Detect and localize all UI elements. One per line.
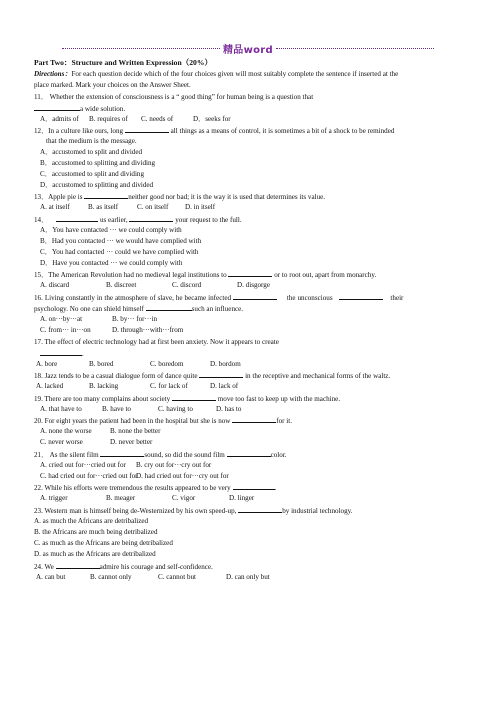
q21-stem-b: sound, so did the sound film <box>144 451 225 459</box>
option: C. needs of <box>141 115 174 123</box>
option: C. cannot but <box>158 573 197 581</box>
section-title: Part Two：Structure and Written Expression（20%） <box>34 58 213 67</box>
q12-stem-b: all things as a means of control, it is sometimes a bit of a shock to be reminded <box>170 127 395 135</box>
q13-stem <box>34 192 325 202</box>
option: B. cry out for···cry out for <box>136 461 212 469</box>
answer-blank <box>232 416 276 423</box>
q23-stem-a: 23. Western man is himself being de-Westernized by his own speed-up, <box>34 507 237 515</box>
option: D. had cried out for···cry out for <box>136 472 229 480</box>
answer-blank <box>56 562 100 569</box>
q12-option-c: C．accustomed to split and dividing <box>40 170 145 178</box>
q11-stem-2 <box>34 104 125 114</box>
q18-stem <box>34 371 390 381</box>
q13-stem-a: 13．Apple pie is <box>34 193 83 201</box>
option: A. discard <box>40 281 70 289</box>
q19-options <box>40 405 241 414</box>
q16-stem-d: psychology. No one can shield himself <box>34 305 144 313</box>
option: D. lack of <box>210 382 239 390</box>
q20-options-2 <box>40 438 152 447</box>
q20-stem <box>34 416 292 426</box>
q21-options-1 <box>40 461 211 470</box>
q12-option-a: A．accustomed to split and divided <box>40 148 143 156</box>
q19-stem <box>34 394 340 404</box>
option: A. at itself <box>40 203 70 211</box>
q18-stem-b: in the receptive and mechanical forms of the waltz. <box>245 372 391 380</box>
answer-blank <box>129 215 173 222</box>
option: A. cried out for···cried out for <box>40 461 126 469</box>
option: A. trigger <box>40 494 68 502</box>
q12-option-b: B．accustomed to splitting and dividing <box>40 159 156 167</box>
directions-line-2: place marked. Mark your choices on the Answer Sheet. <box>34 81 191 89</box>
q17-stem: 17. The effect of electric technology had at first been anxiety. Now it appears to create <box>34 338 279 346</box>
q23-stem <box>34 506 353 516</box>
option: C. for lack of <box>150 382 188 390</box>
q13-stem-b: neither good nor bad; it is the way it is used that determines its value. <box>128 193 326 201</box>
q21-stem-c: color. <box>270 451 287 459</box>
q11-stem-text: a wide solution. <box>80 105 126 113</box>
option: B. meager <box>106 494 136 502</box>
q14-stem-c: your request to the full. <box>175 216 242 224</box>
q14-stem <box>34 215 242 225</box>
q18-options <box>36 382 238 391</box>
q23-option-a: A. as much the Africans are detribalized <box>34 517 149 525</box>
option: C. vigor <box>172 494 196 502</box>
q17-options <box>36 360 241 369</box>
q19-stem-a: 19. There are too many complains about society <box>34 395 171 403</box>
directions-line-1 <box>34 70 398 79</box>
q21-stem-a: 21． As the silent film <box>34 451 99 459</box>
answer-blank <box>40 349 82 356</box>
option: A. none the worse <box>40 427 92 435</box>
q21-options-2 <box>40 472 229 481</box>
q12-stem-2: that the medium is the message. <box>46 137 137 145</box>
q15-options <box>40 281 270 290</box>
q23-option-d: D. as much as the Africans are detribalized <box>34 550 156 558</box>
option: C. discord <box>172 281 202 289</box>
q21-stem <box>34 450 287 460</box>
q24-options <box>36 573 270 582</box>
q22-stem: 22. While his efforts were tremendous the results appeared to be very . <box>34 484 277 492</box>
q12-option-d: D．accustomed to splitting and divided <box>40 181 154 189</box>
option: C. never worse <box>40 438 83 446</box>
answer-blank <box>84 192 128 199</box>
q14-option-c: C．You had contacted ··· could we have complied with <box>40 248 199 256</box>
option: D. disgorge <box>237 281 270 289</box>
option: A. that have to <box>40 405 82 413</box>
q14-stem-b: us earlier, <box>99 216 128 224</box>
option: D. bordom <box>210 360 241 368</box>
answer-blank <box>56 215 98 222</box>
option: B. as itself <box>88 203 119 211</box>
q20-options-1 <box>40 427 160 436</box>
answer-blank <box>172 394 216 401</box>
answer-blank <box>34 104 80 111</box>
q15-stem-b: or to root out, apart from monarchy. <box>274 271 377 279</box>
option: B. none the better <box>110 427 161 435</box>
option: D. in itself <box>185 203 216 211</box>
directions-label: Directions： <box>34 70 72 78</box>
page-header <box>62 41 434 55</box>
option: D. linger <box>229 494 255 502</box>
q19-stem-b: move too fast to keep up with the machine. <box>217 395 341 403</box>
q22-stem-a: 22. While his efforts were tremendous the results appeared to be very <box>34 484 231 492</box>
option: D. has to <box>216 405 242 413</box>
q24-stem-a: 24. We <box>34 563 54 571</box>
header-dots-right <box>276 48 434 49</box>
q11-options <box>40 115 231 124</box>
option: C. boredom <box>150 360 184 368</box>
q16-options-1 <box>40 315 157 324</box>
option: B. cannot only <box>90 573 132 581</box>
option: B. have to <box>102 405 131 413</box>
q15-stem <box>34 270 376 280</box>
q17-blank-line: . <box>40 349 84 359</box>
q12-stem <box>34 126 394 136</box>
q16-stem <box>34 293 403 303</box>
answer-blank <box>238 506 282 513</box>
answer-blank <box>146 304 192 311</box>
option: D. can only but <box>226 573 270 581</box>
option: C. having to <box>158 405 193 413</box>
directions-text-1: For each question decide which of the four choices given will most suitably complete the sentence if inserted at the <box>71 70 399 78</box>
answer-blank <box>233 483 275 490</box>
option: D. through···with···from <box>112 326 184 334</box>
q16-stem-2 <box>34 304 243 314</box>
option: B. requires of <box>89 115 128 123</box>
q14-num: 14． <box>34 216 49 224</box>
q14-option-b: B．Had you contacted ··· we would have complied with <box>40 237 202 245</box>
option: D．seeks for <box>193 115 231 123</box>
q24-stem-b: admire his courage and self-confidence. <box>99 563 213 571</box>
q16-stem-a: 16. Living constantly in the atmosphere of slave, he became infected <box>34 294 232 302</box>
option: B. discreet <box>106 281 137 289</box>
answer-blank <box>100 450 144 457</box>
answer-blank <box>199 371 243 378</box>
q16-stem-b: the unconscious <box>286 294 333 302</box>
q24-stem <box>34 562 213 572</box>
q20-stem-b: for it. <box>276 417 292 425</box>
option: B. bored <box>89 360 114 368</box>
answer-blank <box>228 270 272 277</box>
q14-option-d: D．Have you contacted ··· we could comply with <box>40 259 183 267</box>
q16-options-2 <box>40 326 183 335</box>
option: B. lacking <box>89 382 119 390</box>
answer-blank <box>339 293 383 300</box>
q12-stem-a: 12．In a culture like ours, long <box>34 127 124 135</box>
q18-stem-a: 18. Jazz tends to be a casual dialogue form of dance quite <box>34 372 198 380</box>
option: A. bore <box>36 360 58 368</box>
option: B. by··· for···in <box>112 315 158 323</box>
q14-option-a: A．You have contacted ··· we could comply with <box>40 226 182 234</box>
option: C. on itself <box>137 203 169 211</box>
option: A. on···by···at <box>40 315 83 323</box>
q22-options <box>40 494 254 503</box>
q16-stem-e: such an influence. <box>191 305 244 313</box>
q11-stem: 11． Whether the extension of consciousness is a “ good thing” for human being is a question that <box>34 93 314 101</box>
q23-stem-b: by industrial technology. <box>282 507 353 515</box>
answer-blank <box>233 293 277 300</box>
header-dots-left <box>62 48 220 49</box>
option: A. lacked <box>36 382 64 390</box>
answer-blank <box>125 126 169 133</box>
option: C. had cried out for···cried out for <box>40 472 138 480</box>
q23-option-b: B. the Africans are much being detribalized <box>34 528 158 536</box>
q20-stem-a: 20. For eight years the patient had been in the hospital but she is now <box>34 417 231 425</box>
option: A. can but <box>36 573 66 581</box>
answer-blank <box>227 450 271 457</box>
q15-stem-a: 15．The American Revolution had no medieval legal institutions to <box>34 271 227 279</box>
option: C. from··· in···on <box>40 326 91 334</box>
option: A．admits of <box>40 115 79 123</box>
option: D. never better <box>110 438 153 446</box>
q16-stem-c: their <box>390 294 404 302</box>
header-title: 精品word <box>223 44 273 56</box>
q13-options <box>40 203 215 212</box>
q23-option-c: C. as much as the Africans are being detribalized <box>34 539 173 547</box>
